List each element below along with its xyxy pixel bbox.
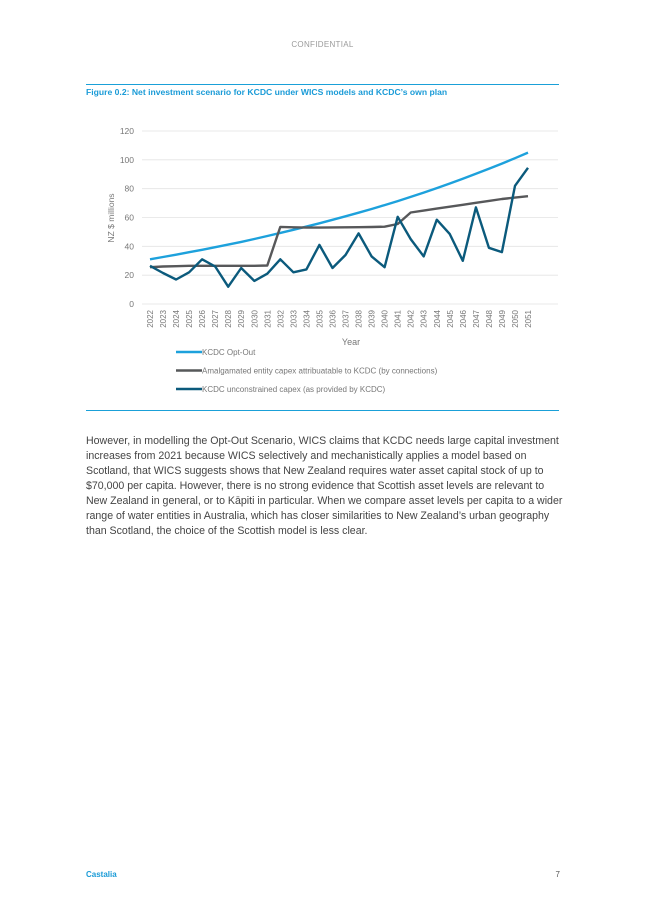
page-number: 7	[555, 870, 560, 879]
body-paragraph: However, in modelling the Opt-Out Scenario, WICS claims that KCDC needs large capital investment increases from 2021 because WICS selectively and mechanistically applies a model based on Scotland, that WICS suggests shows that New Zealand requires water asset capital stock of up to $70,000 per capita. However, there is no strong evidence that Scottish asset levels are relevant to New Zealand in general, or to Kāpiti in particular. When we compare asset levels per capita to a wider range of water entities in Australia, which has closer similarities to New Zealand’s urban geography than Scotland, the choice of the Scottish model is less clear.	[86, 435, 563, 537]
x-tick-label: 2051	[524, 310, 533, 328]
x-tick-label: 2047	[471, 310, 481, 328]
x-tick-label: 2027	[211, 310, 221, 328]
x-tick-label: 2048	[484, 310, 494, 328]
x-axis-ticks	[146, 309, 533, 327]
x-tick-label: 2036	[328, 310, 338, 328]
x-tick-label: 2049	[497, 310, 507, 328]
footer-brand: Castalia	[86, 870, 117, 879]
x-tick-label: 2034	[302, 310, 312, 328]
x-tick-label: 2032	[276, 310, 286, 328]
figure-caption: Figure 0.2: Net investment scenario for KCDC under WICS models and KCDC’s own plan	[86, 87, 448, 97]
x-tick-label: 2031	[263, 310, 273, 328]
x-tick-label: 2043	[419, 310, 429, 328]
confidential-header: CONFIDENTIAL	[291, 40, 354, 49]
y-tick-label: 80	[124, 183, 134, 194]
y-tick-label: 120	[119, 126, 134, 136]
x-tick-label: 2033	[289, 310, 299, 328]
x-tick-label: 2041	[393, 310, 403, 328]
chart-series	[150, 153, 528, 287]
y-tick-label: 40	[124, 241, 134, 252]
caption-top-rule	[86, 84, 559, 85]
x-tick-label: 2022	[146, 310, 155, 328]
x-tick-label: 2042	[406, 310, 416, 328]
x-tick-label: 2046	[458, 310, 468, 328]
x-tick-label: 2025	[185, 310, 195, 328]
x-tick-label: 2045	[445, 310, 455, 328]
x-tick-label: 2037	[341, 310, 351, 328]
series-line-1	[150, 153, 528, 260]
x-tick-label: 2028	[224, 310, 234, 328]
x-tick-label: 2035	[315, 310, 325, 328]
chart-legend	[176, 348, 438, 394]
x-tick-label: 2026	[198, 310, 208, 328]
x-tick-label: 2040	[380, 310, 390, 328]
y-tick-label: 20	[124, 270, 134, 281]
x-tick-label: 2039	[367, 310, 377, 328]
y-tick-label: 60	[124, 212, 134, 223]
y-tick-label: 100	[119, 154, 134, 165]
caption-bottom-rule	[86, 410, 559, 411]
x-tick-label: 2044	[432, 310, 442, 328]
chart-gridlines	[142, 131, 558, 304]
x-tick-label: 2050	[510, 310, 520, 328]
y-tick-label: 0	[129, 299, 134, 309]
x-tick-label: 2024	[172, 310, 182, 328]
x-axis-label: Year	[341, 337, 361, 347]
legend-label: Amalgamated entity capex attribuatable to KCDC (by connections)	[202, 366, 438, 376]
x-tick-label: 2029	[237, 310, 247, 328]
legend-label: KCDC unconstrained capex (as provided by KCDC)	[202, 385, 386, 394]
x-tick-label: 2030	[250, 310, 260, 328]
series-line-2	[150, 196, 528, 267]
y-axis-label: NZ $ millions	[106, 193, 116, 243]
legend-label: KCDC Opt-Out	[202, 348, 256, 357]
investment-line-chart	[86, 118, 559, 410]
x-tick-label: 2038	[354, 310, 364, 328]
y-axis-ticks	[120, 126, 134, 309]
x-tick-label: 2023	[159, 310, 169, 328]
